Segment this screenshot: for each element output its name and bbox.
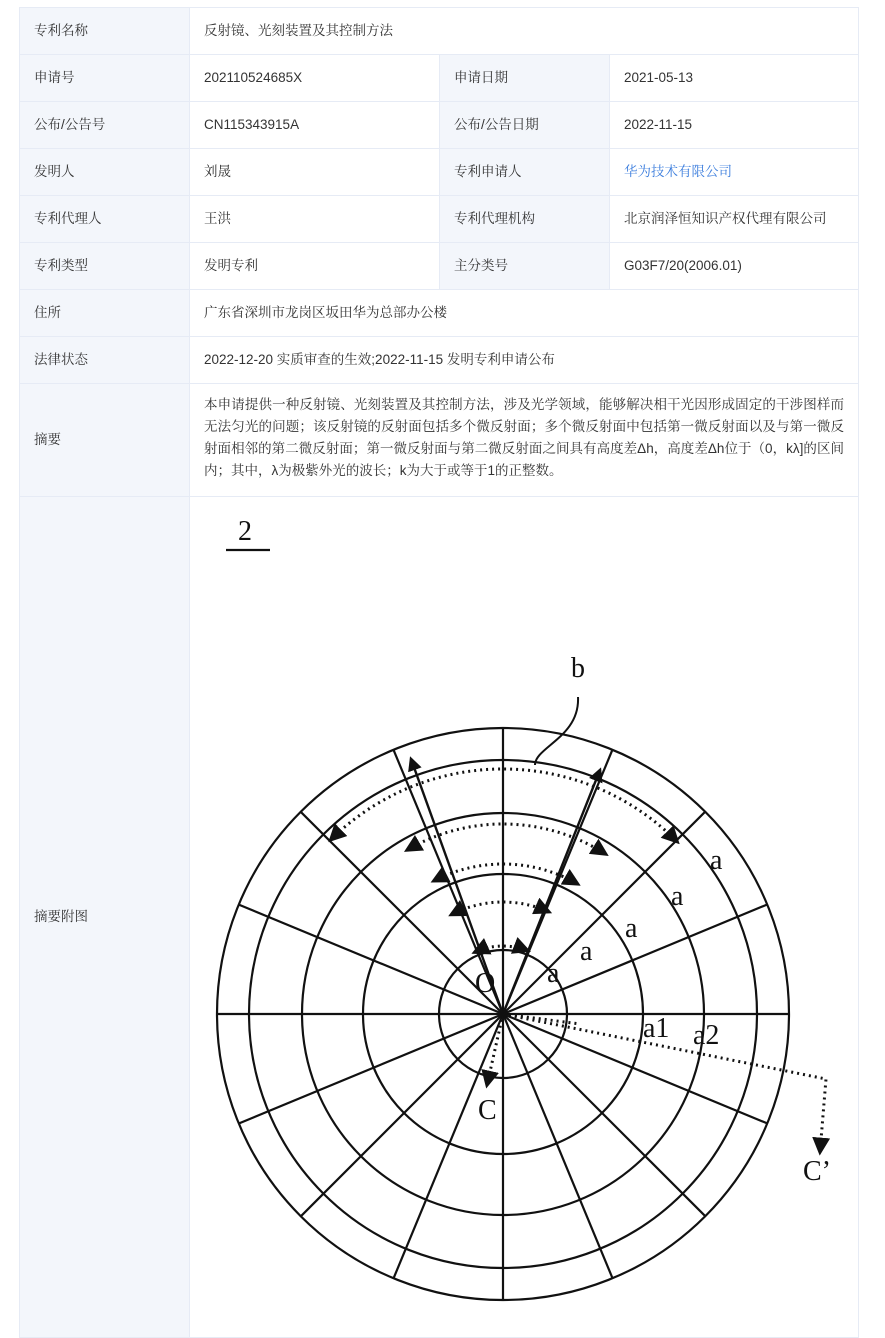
label-b: b — [571, 653, 585, 684]
value-abstract: 本申请提供一种反射镜、光刻装置及其控制方法，涉及光学领域，能够解决相干光因形成固定的干涉图样而无法匀光的问题；该反射镜的反射面包括多个微反射面；多个微反射面中包括第一微反射面以及与第一微反射面相邻的第二微反射面；第一微反射面与第二微反射面之间具有高度差Δh，高度差Δh位于（0，kλ]的区间内；其中，λ为极紫外光的波长；k为大于或等于1的正整数。 — [190, 384, 858, 496]
spoke-7 — [301, 812, 503, 1014]
label-c: C — [478, 1095, 497, 1126]
value-publication-date: 2022-11-15 — [610, 102, 858, 148]
value-publication-number: CN115343915A — [190, 102, 440, 148]
label-a-5: a — [547, 958, 560, 989]
row-inventor — [20, 149, 858, 196]
applicant-link[interactable]: 华为技术有限公司 — [624, 164, 732, 179]
row-legal-status — [20, 337, 858, 384]
row-address — [20, 290, 858, 337]
value-application-date: 2021-05-13 — [610, 55, 858, 101]
spoke-11 — [301, 1014, 503, 1216]
label-agent: 专利代理人 — [20, 196, 190, 242]
label-agency: 专利代理机构 — [440, 196, 610, 242]
abstract-figure-cell — [190, 497, 858, 1337]
row-patent-name — [20, 8, 858, 55]
label-application-date: 申请日期 — [440, 55, 610, 101]
label-a-4: a — [580, 936, 593, 967]
spoke-15 — [503, 1014, 705, 1216]
label-application-number: 申请号 — [20, 55, 190, 101]
row-patent-type — [20, 243, 858, 290]
figure-number: 2 — [238, 516, 252, 547]
label-publication-number: 公布/公告号 — [20, 102, 190, 148]
label-address: 住所 — [20, 290, 190, 336]
value-address: 广东省深圳市龙岗区坂田华为总部办公楼 — [190, 290, 858, 336]
label-main-class: 主分类号 — [440, 243, 610, 289]
value-patent-type: 发明专利 — [190, 243, 440, 289]
label-a-1: a — [710, 845, 723, 876]
label-patent-type: 专利类型 — [20, 243, 190, 289]
value-patent-name: 反射镜、光刻装置及其控制方法 — [190, 8, 858, 54]
label-inventor: 发明人 — [20, 149, 190, 195]
label-a1: a1 — [643, 1013, 670, 1044]
value-agent: 王洪 — [190, 196, 440, 242]
row-abstract — [20, 384, 858, 497]
row-publication-number — [20, 102, 858, 149]
label-publication-date: 公布/公告日期 — [440, 102, 610, 148]
label-a2: a2 — [693, 1020, 720, 1051]
value-application-number: 202110524685X — [190, 55, 440, 101]
label-abstract: 摘要 — [20, 384, 190, 496]
value-agency: 北京润泽恒知识产权代理有限公司 — [610, 196, 858, 242]
label-c-prime: C’ — [803, 1156, 831, 1187]
label-o: O — [475, 968, 496, 999]
abstract-figure-drawing — [190, 497, 858, 1327]
row-abstract-figure — [20, 497, 858, 1337]
value-legal-status: 2022-12-20 实质审查的生效;2022-11-15 发明专利申请公布 — [190, 337, 858, 383]
row-application-number — [20, 55, 858, 102]
label-a-2: a — [671, 881, 684, 912]
value-main-class: G03F7/20(2006.01) — [610, 243, 858, 289]
label-a-3: a — [625, 913, 638, 944]
label-abstract-figure: 摘要附图 — [20, 497, 190, 1337]
patent-info-table — [19, 7, 859, 1338]
label-legal-status: 法律状态 — [20, 337, 190, 383]
value-inventor: 刘晟 — [190, 149, 440, 195]
label-applicant: 专利申请人 — [440, 149, 610, 195]
row-agent — [20, 196, 858, 243]
label-patent-name: 专利名称 — [20, 8, 190, 54]
spoke-3 — [503, 812, 705, 1014]
